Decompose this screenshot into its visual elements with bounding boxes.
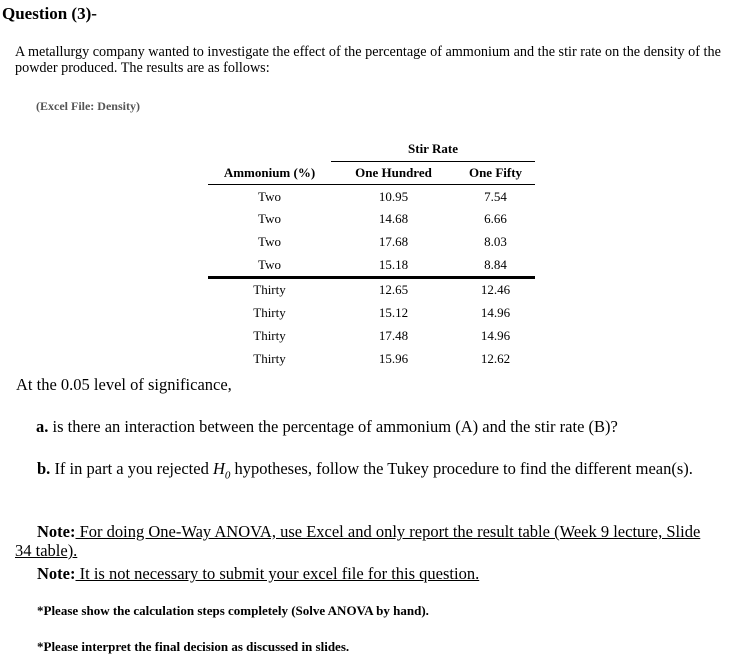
instruction-interpret-decision: *Please interpret the final decision as discussed in slides.	[37, 639, 350, 654]
ammonium-cell: Two	[258, 188, 281, 204]
null-hypothesis-subscript: 0	[224, 469, 231, 482]
note-label: Note:	[37, 564, 76, 583]
null-hypothesis-symbol: H	[212, 459, 225, 478]
part-b-question	[15, 458, 715, 486]
table-row	[208, 253, 535, 277]
significance-level: At the 0.05 level of significance,	[16, 375, 232, 394]
table-row	[208, 325, 535, 348]
note-text: It is not necessary to submit your excel file for this question.	[75, 564, 480, 583]
col-header-one-fifty: One Fifty	[456, 161, 535, 185]
col-header-ammonium: Ammonium (%)	[208, 161, 331, 185]
ammonium-cell: Thirty	[253, 350, 286, 366]
note-anova-excel	[15, 522, 715, 560]
one-hundred-cell: 17.48	[378, 327, 409, 343]
one-fifty-cell: 8.03	[484, 234, 507, 250]
one-hundred-cell: 10.95	[378, 188, 409, 204]
instruction-calculation-steps: *Please show the calculation steps completely (Solve ANOVA by hand).	[37, 603, 429, 618]
part-a-label: a.	[36, 417, 49, 436]
col-header-one-hundred: One Hundred	[331, 161, 456, 185]
part-b-text-before: If in part a you rejected	[50, 459, 213, 478]
table-row	[208, 185, 535, 208]
table-row	[208, 278, 535, 302]
one-hundred-cell: 15.18	[331, 253, 456, 277]
stir-rate-header: Stir Rate	[331, 138, 535, 161]
one-fifty-cell: 6.66	[484, 211, 507, 227]
density-data-table	[208, 138, 535, 370]
table-row	[208, 208, 535, 231]
one-hundred-cell: 15.12	[378, 305, 409, 321]
ammonium-cell: Two	[258, 211, 281, 227]
table-row	[208, 231, 535, 254]
one-fifty-cell: 14.96	[480, 305, 511, 321]
question-intro: A metallurgy company wanted to investigate the effect of the percentage of ammonium and the stir rate on the density of the powder produced. The results are as follows:	[15, 44, 721, 76]
question-heading: Question (3)-	[2, 4, 97, 23]
one-hundred-cell: 15.96	[378, 350, 409, 366]
ammonium-cell: Two	[208, 253, 331, 277]
one-fifty-cell: 12.62	[480, 350, 511, 366]
one-fifty-cell: 8.84	[456, 253, 535, 277]
part-b-text-after: hypotheses, follow the Tukey procedure to find the different mean(s).	[230, 459, 693, 478]
one-hundred-cell: 14.68	[378, 211, 409, 227]
table-row	[208, 302, 535, 325]
note-excel-submission	[37, 564, 479, 584]
one-fifty-cell: 14.96	[480, 327, 511, 343]
group-header-row	[208, 138, 535, 161]
part-b-label: b.	[37, 459, 51, 478]
ammonium-cell: Thirty	[253, 282, 286, 298]
one-fifty-cell: 12.46	[480, 282, 511, 298]
part-a-text: is there an interaction between the percentage of ammonium (A) and the stir rate (B)?	[48, 417, 618, 436]
ammonium-cell: Thirty	[253, 305, 286, 321]
column-header-row	[208, 161, 535, 185]
one-fifty-cell: 7.54	[484, 188, 507, 204]
note-text: For doing One-Way ANOVA, use Excel and only report the result table (Week 9 lecture, Slide 34 table).	[15, 522, 701, 560]
one-hundred-cell: 12.65	[378, 282, 409, 298]
note-label: Note:	[37, 522, 76, 541]
part-a-question	[36, 417, 618, 437]
table-row	[208, 347, 535, 370]
ammonium-cell: Thirty	[253, 327, 286, 343]
excel-file-reference: (Excel File: Density)	[36, 99, 140, 113]
one-hundred-cell: 17.68	[378, 234, 409, 250]
ammonium-cell: Two	[258, 234, 281, 250]
